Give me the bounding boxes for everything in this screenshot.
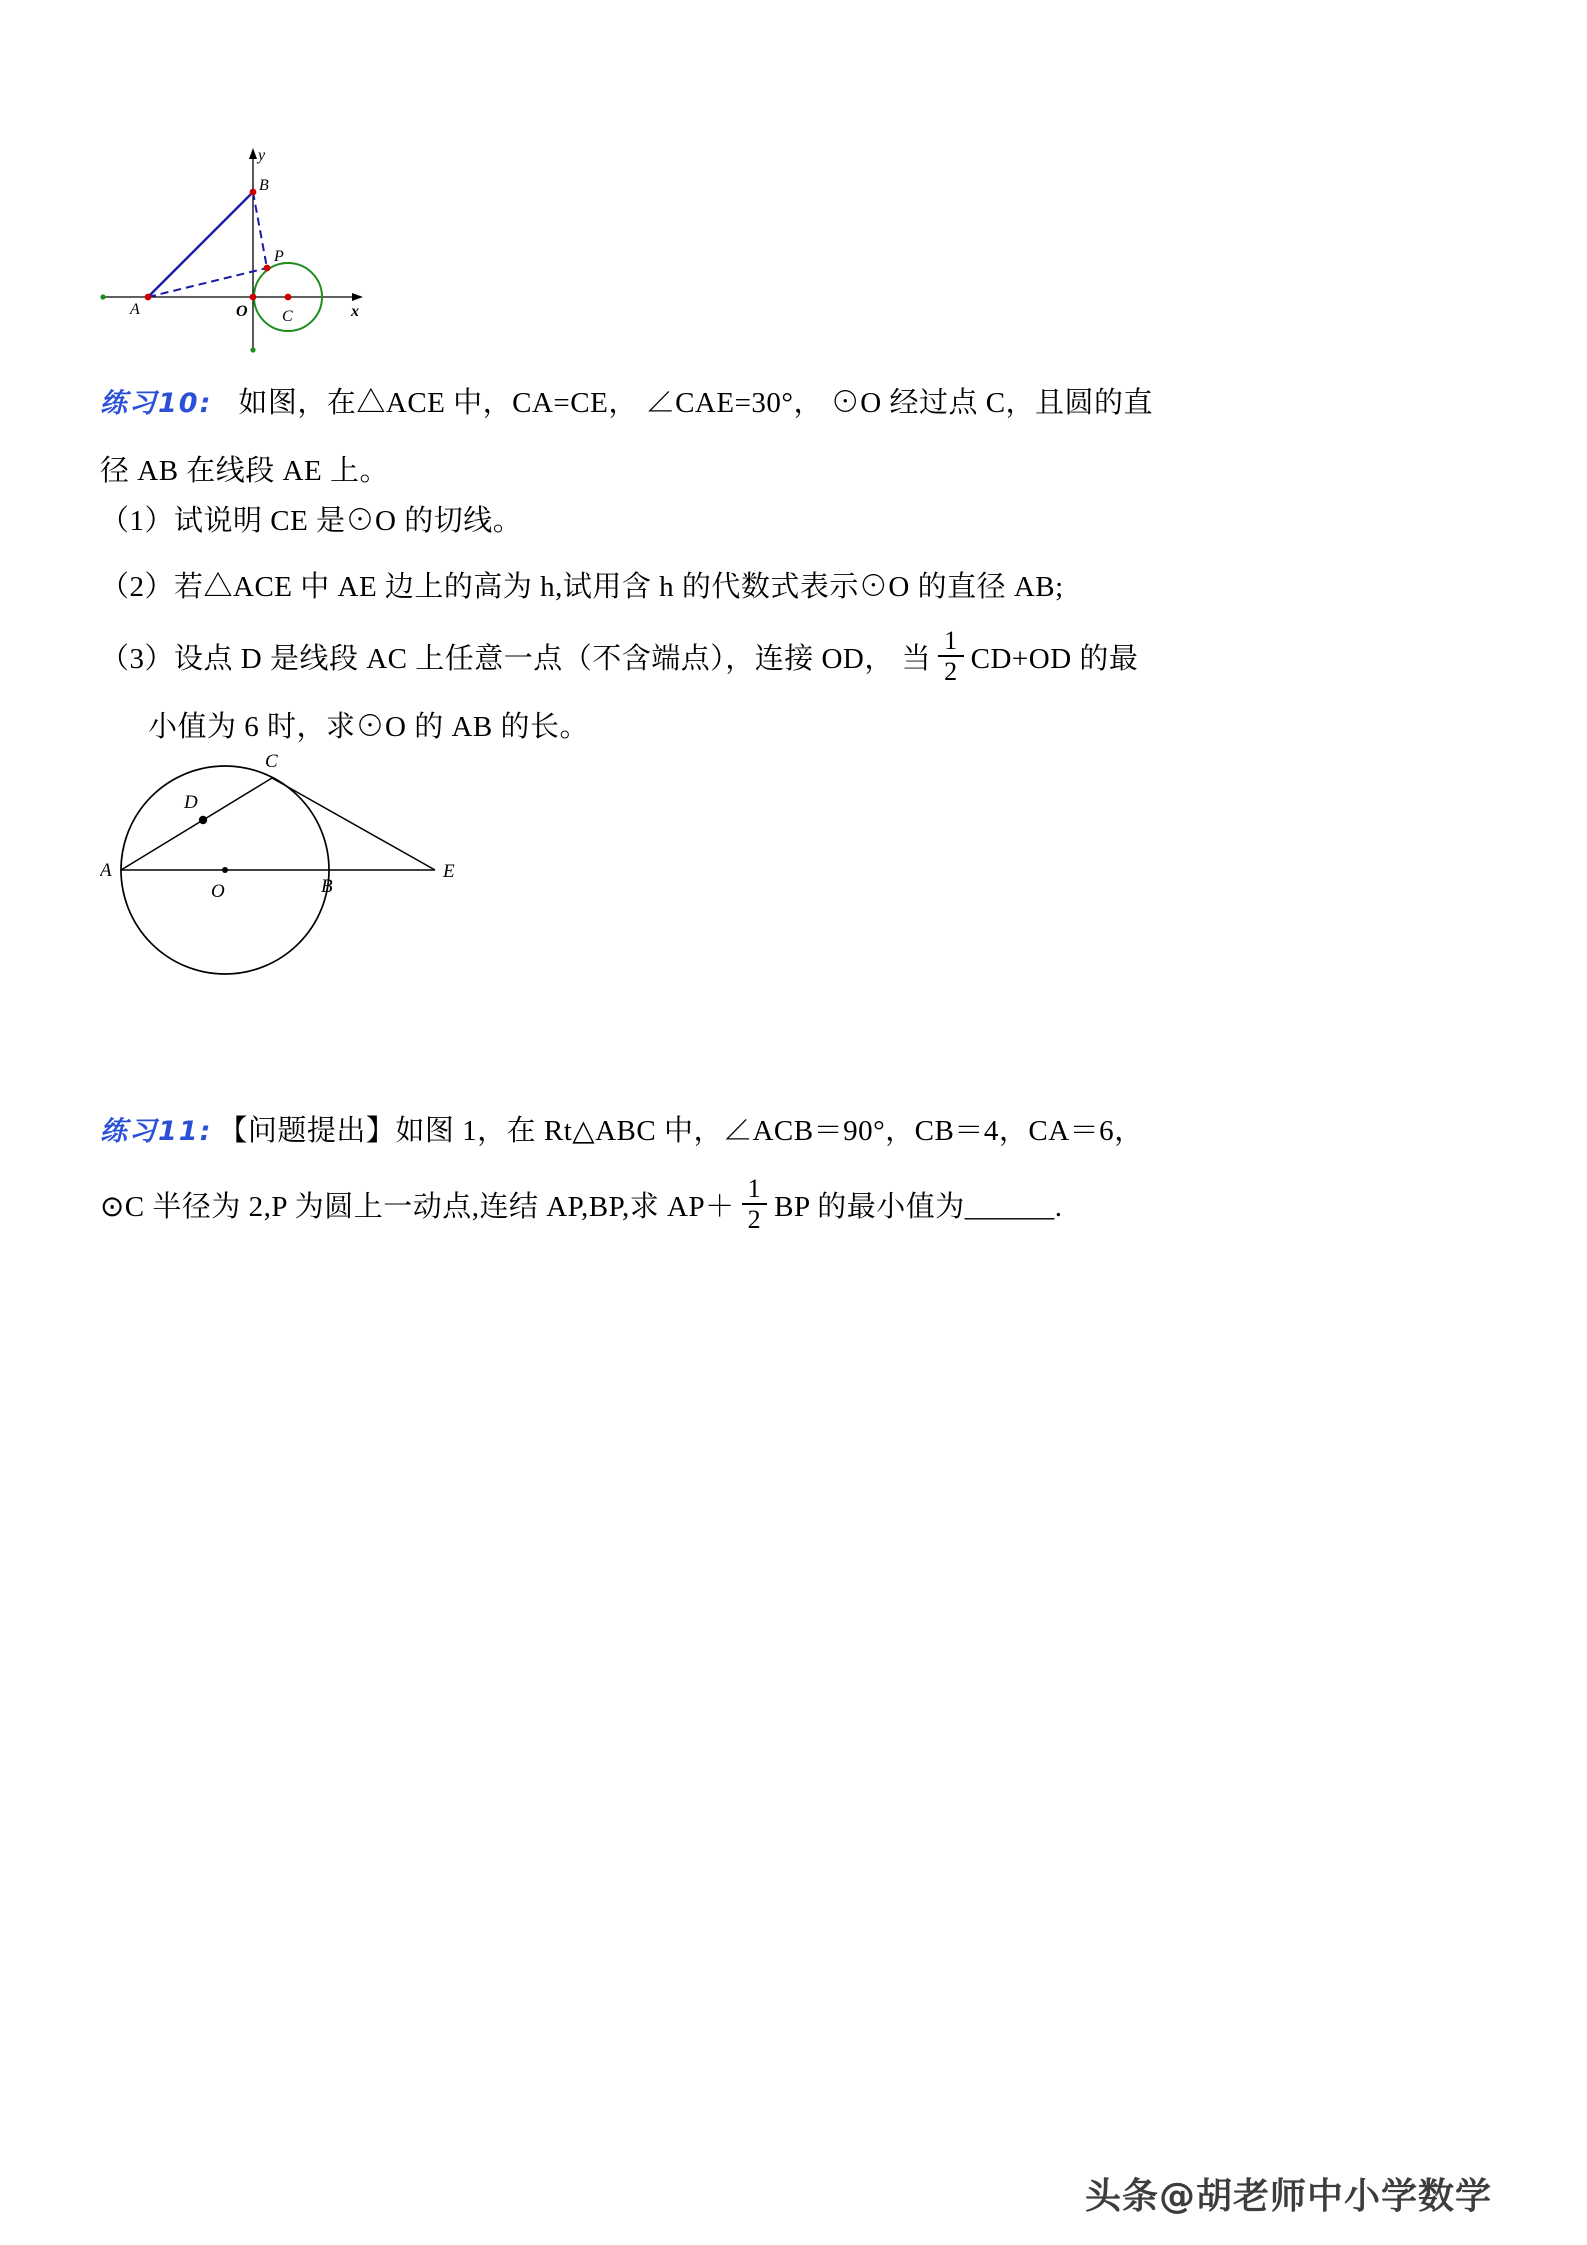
ex10-line1-text: 如图，在△ACE 中，CA=CE， ∠CAE=30°， ⊙O 经过点 C，且圆的直: [238, 387, 1154, 419]
ex10-item3-line2-text: 小值为 6 时，求⊙O 的 AB 的长。: [148, 711, 589, 743]
label-y-axis: y: [258, 147, 266, 164]
ex10-item3-pre: （3）设点 D 是线段 AC 上任意一点（不含端点），连接 OD， 当: [100, 642, 932, 675]
point-P: [264, 265, 271, 272]
label-B: B: [259, 177, 269, 194]
segment-AP-dashed: [148, 268, 267, 297]
x-axis-arrow: [352, 293, 363, 301]
ex10-item2: [100, 564, 1064, 605]
ex10-line2-text: 径 AB 在线段 AE 上。: [100, 455, 389, 487]
fraction-numerator: 1: [938, 626, 964, 657]
fraction-denominator: 2: [944, 657, 958, 686]
y-axis-arrow: [249, 148, 257, 159]
point-O-origin: [250, 294, 257, 301]
point-C: [285, 294, 292, 301]
segment-BP-dashed: [253, 192, 267, 268]
label-P: P: [274, 248, 284, 265]
ex10-item1: [100, 498, 522, 539]
ex10-label: 练习10:: [100, 388, 213, 419]
label-E: E: [443, 861, 455, 882]
point-D: [199, 816, 207, 824]
label-B: B: [321, 876, 333, 897]
ex10-item2-text: （2）若△ACE 中 AE 边上的高为 h,试用含 h 的代数式表示⊙O 的直径 AB;: [100, 571, 1064, 603]
figure-circle-diagram: [100, 750, 480, 985]
ex10-item3-line2: [100, 704, 589, 745]
label-C: C: [265, 751, 278, 772]
point-A: [145, 294, 152, 301]
ex11-line2-post: BP 的最小值为______.: [774, 1190, 1063, 1223]
label-D: D: [184, 792, 198, 813]
label-x-axis: x: [351, 303, 359, 320]
fraction-one-half: [742, 1174, 768, 1234]
ex11-intro-line1: [100, 1108, 1144, 1149]
label-A: A: [130, 301, 140, 318]
ex10-intro-line2: [100, 448, 389, 489]
watermark: 头条@胡老师中小学数学: [1084, 2176, 1492, 2217]
ex10-item3-post: CD+OD 的最: [970, 642, 1139, 675]
ex11-line2: [100, 1160, 1063, 1248]
point-O-center: [222, 867, 228, 873]
label-O: O: [236, 303, 248, 320]
point-B: [250, 189, 257, 196]
segment-CE: [272, 778, 435, 870]
ex11-line1-text: 【问题提出】如图 1，在 Rt△ABC 中，∠ACB＝90°，CB＝4，CA＝6，: [218, 1115, 1144, 1147]
fraction-denominator: 2: [747, 1205, 762, 1234]
label-A: A: [100, 860, 112, 881]
ex10-item1-text: （1）试说明 CE 是⊙O 的切线。: [100, 505, 523, 537]
axis-end-dot-bottom: [250, 347, 255, 352]
ex11-line2-pre: ⊙C 半径为 2,P 为圆上一动点,连结 AP,BP,求 AP＋: [100, 1190, 735, 1223]
ex10-intro-line1: [100, 380, 1153, 421]
figure-coordinate-diagram: [95, 140, 395, 375]
segment-AB: [148, 192, 253, 297]
label-O: O: [211, 881, 225, 902]
axis-end-dot-left: [100, 294, 105, 299]
ex10-item3: [100, 614, 1138, 698]
label-C: C: [282, 308, 293, 325]
ex11-label: 练习11:: [100, 1116, 213, 1147]
fraction-one-half: [938, 626, 964, 686]
fraction-numerator: 1: [742, 1174, 768, 1205]
